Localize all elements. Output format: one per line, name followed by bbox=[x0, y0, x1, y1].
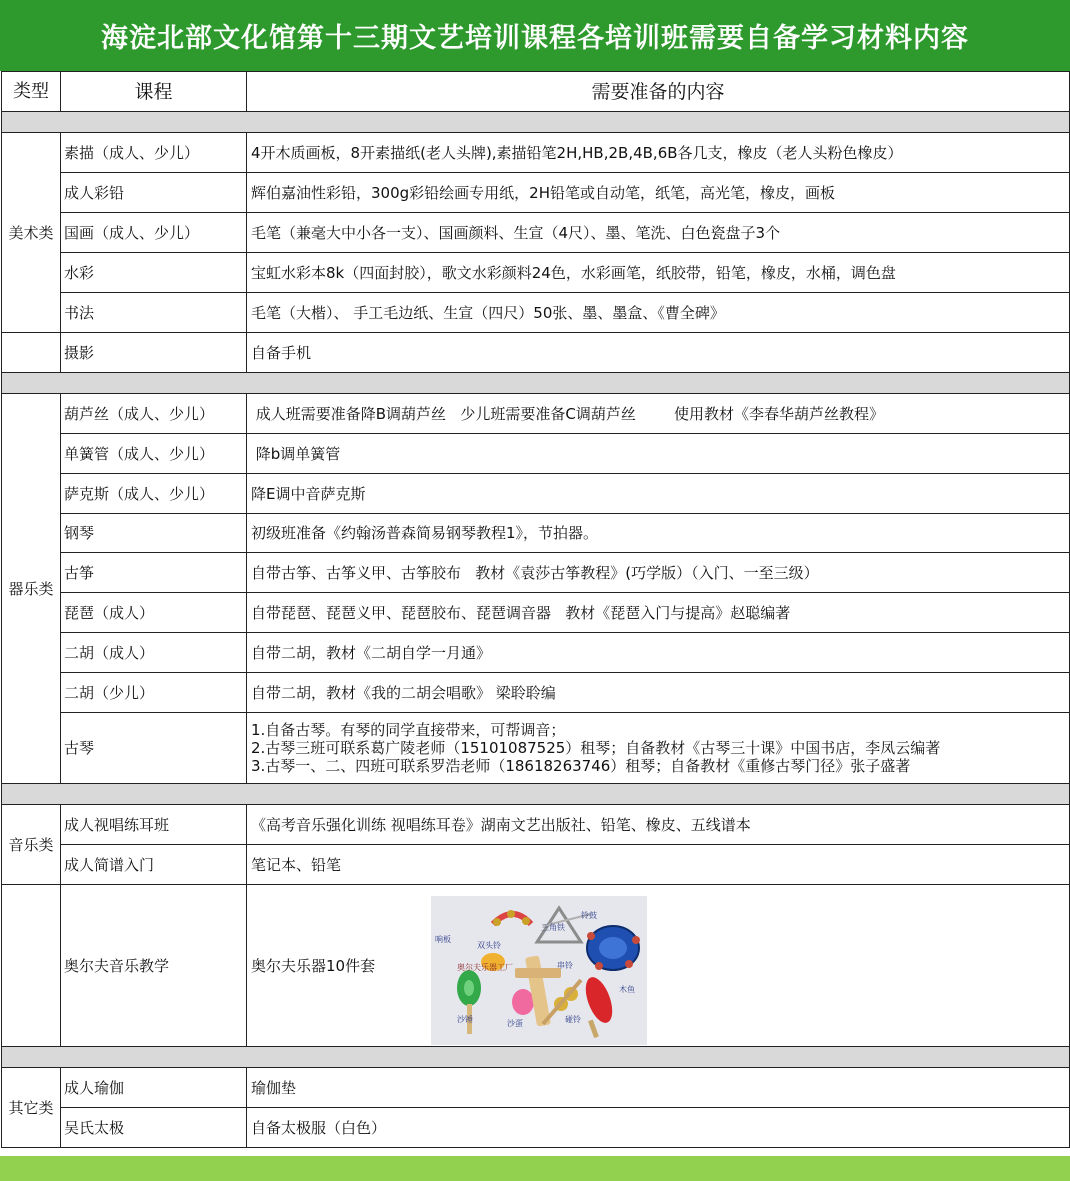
label-hand-bells: 碰铃 bbox=[565, 1015, 581, 1024]
content-cell: 瑜伽垫 bbox=[247, 1068, 1070, 1108]
content-cell: 辉伯嘉油性彩铅，300g彩铅绘画专用纸，2H铅笔或自动笔，纸笔，高光笔，橡皮，画板 bbox=[247, 173, 1070, 213]
table-row bbox=[2, 553, 1070, 593]
course-cell: 素描（成人、少儿） bbox=[61, 133, 247, 173]
separator-row bbox=[2, 112, 1070, 133]
content-cell: 自带二胡，教材《我的二胡会唱歌》 梁聆聆编 bbox=[247, 673, 1070, 713]
table-row bbox=[2, 673, 1070, 713]
table-row bbox=[2, 434, 1070, 474]
table-row bbox=[2, 514, 1070, 553]
table-row bbox=[2, 805, 1070, 845]
category-empty bbox=[2, 885, 61, 1047]
label-triangle: 三角铁 bbox=[541, 923, 565, 932]
guqin-line-2: 2.古琴三班可联系葛广陵老师（15101087525）租琴；自备教材《古琴三十课》中国书店，李凤云编著 bbox=[251, 739, 941, 757]
table-row bbox=[2, 1108, 1070, 1148]
course-cell: 萨克斯（成人、少儿） bbox=[61, 474, 247, 514]
label-egg-shaker: 沙蛋 bbox=[507, 1019, 523, 1028]
header-type: 类型 bbox=[2, 72, 61, 112]
course-cell: 二胡（成人） bbox=[61, 633, 247, 673]
label-sleigh-bells: 串铃 bbox=[557, 961, 573, 970]
content-cell: 毛笔（大楷）、 手工毛边纸、生宣（四尺）50张、墨、墨盒、《曹全碑》 bbox=[247, 293, 1070, 333]
course-cell: 单簧管（成人、少儿） bbox=[61, 434, 247, 474]
label-wood-block: 木鱼 bbox=[619, 985, 635, 994]
bottom-green-bar bbox=[0, 1156, 1070, 1181]
header-content: 需要准备的内容 bbox=[247, 72, 1070, 112]
separator-row bbox=[2, 1047, 1070, 1068]
content-cell: 自带琵琶、琵琶义甲、琵琶胶布、琵琶调音器 教材《琵琶入门与提高》赵聪编著 bbox=[247, 593, 1070, 633]
content-cell: 自带二胡，教材《二胡自学一月通》 bbox=[247, 633, 1070, 673]
header-row bbox=[2, 72, 1070, 112]
content-cell: 成人班需要准备降B调葫芦丝 少儿班需要准备C调葫芦丝 使用教材《李春华葫芦丝教程》 bbox=[247, 394, 1070, 434]
content-cell: 毛笔（兼毫大中小各一支）、国画颜料、生宣（4尺）、墨、笔洗、白色瓷盘子3个 bbox=[247, 213, 1070, 253]
content-cell: 《高考音乐强化训练 视唱练耳卷》湖南文艺出版社、铅笔、橡皮、五线谱本 bbox=[247, 805, 1070, 845]
course-cell: 成人瑜伽 bbox=[61, 1068, 247, 1108]
course-cell: 书法 bbox=[61, 293, 247, 333]
content-cell: 初级班准备《约翰汤普森简易钢琴教程1》，节拍器。 bbox=[247, 514, 1070, 553]
header-course: 课程 bbox=[61, 72, 247, 112]
category-other: 其它类 bbox=[2, 1068, 61, 1148]
course-cell: 成人简谱入门 bbox=[61, 845, 247, 885]
table-row bbox=[2, 713, 1070, 784]
course-cell: 奥尔夫音乐教学 bbox=[61, 885, 247, 1047]
guqin-line-1: 1.自备古琴。有琴的同学直接带来，可帮调音； bbox=[251, 721, 566, 739]
separator-row bbox=[2, 784, 1070, 805]
content-cell: 奥尔夫乐器10件套 bbox=[247, 885, 1070, 1047]
orff-instruments-illustration bbox=[431, 896, 647, 1045]
table-row bbox=[2, 1068, 1070, 1108]
label-factory: 奥尔夫乐器工厂 bbox=[457, 963, 513, 972]
table-row bbox=[2, 593, 1070, 633]
guqin-line-3: 3.古琴一、二、四班可联系罗浩老师（18618263746）租琴；自备教材《重修古琴门径》张子盛著 bbox=[251, 757, 911, 775]
label-bells: 双头铃 bbox=[477, 941, 501, 950]
table-row bbox=[2, 633, 1070, 673]
category-art: 美术类 bbox=[2, 133, 61, 333]
table-row bbox=[2, 333, 1070, 373]
course-cell: 成人视唱练耳班 bbox=[61, 805, 247, 845]
course-cell: 国画（成人、少儿） bbox=[61, 213, 247, 253]
separator-row bbox=[2, 373, 1070, 394]
table-row bbox=[2, 845, 1070, 885]
table-row bbox=[2, 133, 1070, 173]
category-instrument: 器乐类 bbox=[2, 394, 61, 784]
category-music: 音乐类 bbox=[2, 805, 61, 885]
course-cell: 成人彩铅 bbox=[61, 173, 247, 213]
table-row bbox=[2, 173, 1070, 213]
label-castanet: 响板 bbox=[435, 935, 451, 944]
course-cell: 二胡（少儿） bbox=[61, 673, 247, 713]
course-cell: 古筝 bbox=[61, 553, 247, 593]
content-cell: 4开木质画板，8开素描纸(老人头牌),素描铅笔2H,HB,2B,4B,6B各几支，橡皮（老人头粉色橡皮） bbox=[247, 133, 1070, 173]
course-cell: 吴氏太极 bbox=[61, 1108, 247, 1148]
table-row bbox=[2, 394, 1070, 434]
orff-instruments-photo bbox=[431, 896, 647, 1045]
course-cell: 钢琴 bbox=[61, 514, 247, 553]
table-row bbox=[2, 474, 1070, 514]
course-cell: 古琴 bbox=[61, 713, 247, 784]
content-cell: 降b调单簧管 bbox=[247, 434, 1070, 474]
table-row bbox=[2, 293, 1070, 333]
content-cell: 自备手机 bbox=[247, 333, 1070, 373]
content-cell: 降E调中音萨克斯 bbox=[247, 474, 1070, 514]
course-cell: 琵琶（成人） bbox=[61, 593, 247, 633]
course-cell: 葫芦丝（成人、少儿） bbox=[61, 394, 247, 434]
course-cell: 摄影 bbox=[61, 333, 247, 373]
label-maraca: 沙锤 bbox=[457, 1015, 473, 1024]
content-cell: 自带古筝、古筝义甲、古筝胶布 教材《袁莎古筝教程》(巧学版）（入门、一至三级） bbox=[247, 553, 1070, 593]
category-empty bbox=[2, 333, 61, 373]
content-cell-multiline bbox=[247, 713, 1070, 784]
table-row bbox=[2, 253, 1070, 293]
table-row bbox=[2, 213, 1070, 253]
sheet-title: 海淀北部文化馆第十三期文艺培训课程各培训班需要自备学习材料内容 bbox=[0, 0, 1070, 71]
content-cell: 自备太极服（白色） bbox=[247, 1108, 1070, 1148]
content-cell: 宝虹水彩本8k（四面封胶），歌文水彩颜料24色，水彩画笔，纸胶带，铅笔，橡皮，水桶，调色盘 bbox=[247, 253, 1070, 293]
label-tambourine: 铃鼓 bbox=[581, 911, 597, 920]
content-cell: 笔记本、铅笔 bbox=[247, 845, 1070, 885]
course-cell: 水彩 bbox=[61, 253, 247, 293]
